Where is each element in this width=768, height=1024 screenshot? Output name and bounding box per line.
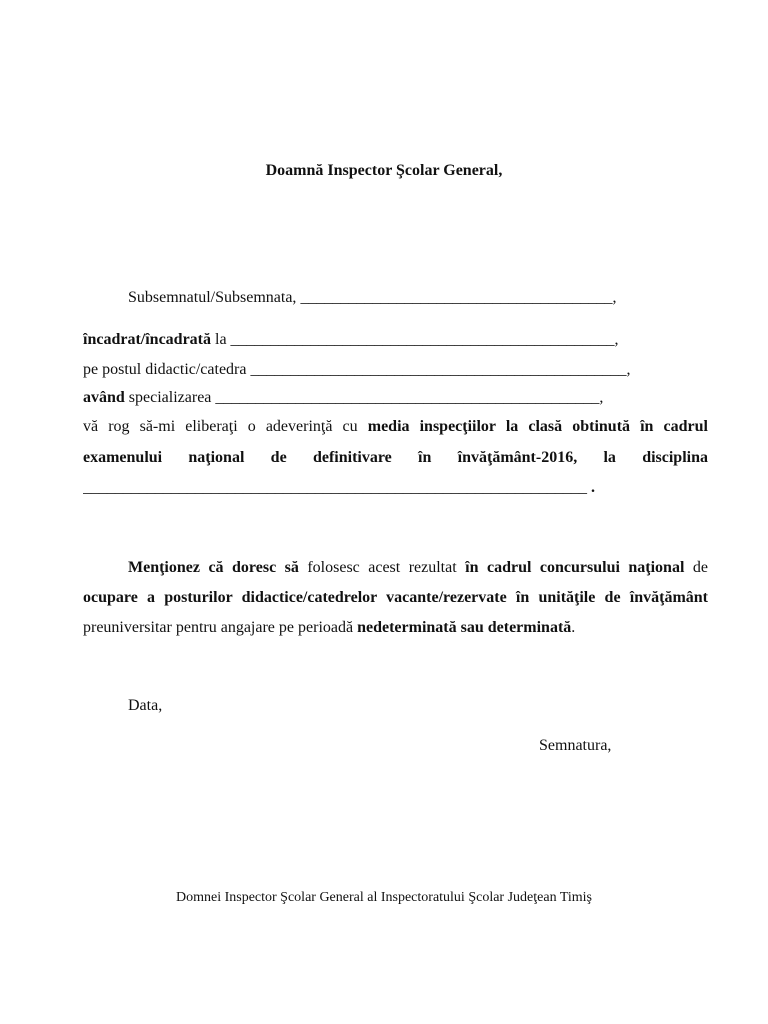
addressee-footer: Domnei Inspector Şcolar General al Inspectoratului Şcolar Judeţean Timiş [175,890,592,905]
employed-label-bold: încadrat/încadrată [83,331,211,348]
employed-label-rest: la [211,331,227,348]
request-text-2b: la disciplina [577,449,708,466]
request-line-1 [83,417,708,437]
mention-text-1a: Menţionez că doresc să [128,559,299,576]
spec-field-blank[interactable]: ________________________________________________ [215,389,600,406]
request-text-1b: media inspecţiilor la clasă obtinută în cadrul [367,418,708,435]
date-label: Data, [128,697,163,714]
employed-comma: , [614,331,619,348]
signature-label: Semnatura, [539,737,612,754]
request-line-2 [83,448,708,468]
mention-line-1 [128,558,708,578]
mention-line-3 [83,618,708,638]
name-field-blank[interactable]: _______________________________________ [300,289,613,306]
request-line-3 [83,478,708,498]
request-end: . [587,479,595,496]
name-end: , [612,289,617,306]
spec-label-bold: având [83,389,125,406]
post-label: pe postul didactic/catedra [83,361,247,378]
request-text-1a: vă rog să-mi eliberaţi o adeverinţă cu [83,418,368,435]
specialization-line [83,388,708,408]
employed-field-blank[interactable]: ________________________________________________ [230,331,615,348]
name-label: Subsemnatul/Subsemnata, [128,289,297,306]
mention-text-1d: de [684,559,708,576]
discipline-field-blank[interactable]: _______________________________________________________________ [83,479,587,496]
post-line [83,360,708,380]
document-title: Doamnă Inspector Şcolar General, [265,162,503,179]
mention-text-1c: în cadrul concursului naţional [465,559,685,576]
spec-comma: , [599,389,604,406]
mention-text-2: ocupare a posturilor didactice/catedrelor vacante/rezervate în unităţile de învăţământ [83,589,708,606]
mention-line-2 [83,588,708,608]
mention-text-1b: folosesc acest rezultat [298,559,466,576]
request-text-2a: examenului naţional de definitivare în învăţământ-2016, [83,449,578,466]
mention-text-3a: preuniversitar pentru angajare pe perioadă [83,619,358,636]
post-comma: , [626,361,631,378]
name-line [128,288,708,308]
mention-text-3c: . [571,619,576,636]
mention-text-3b: nedeterminată sau determinată [357,619,572,636]
post-field-blank[interactable]: _______________________________________________ [250,361,627,378]
spec-label-rest: specializarea [124,389,212,406]
employed-line [83,330,708,350]
